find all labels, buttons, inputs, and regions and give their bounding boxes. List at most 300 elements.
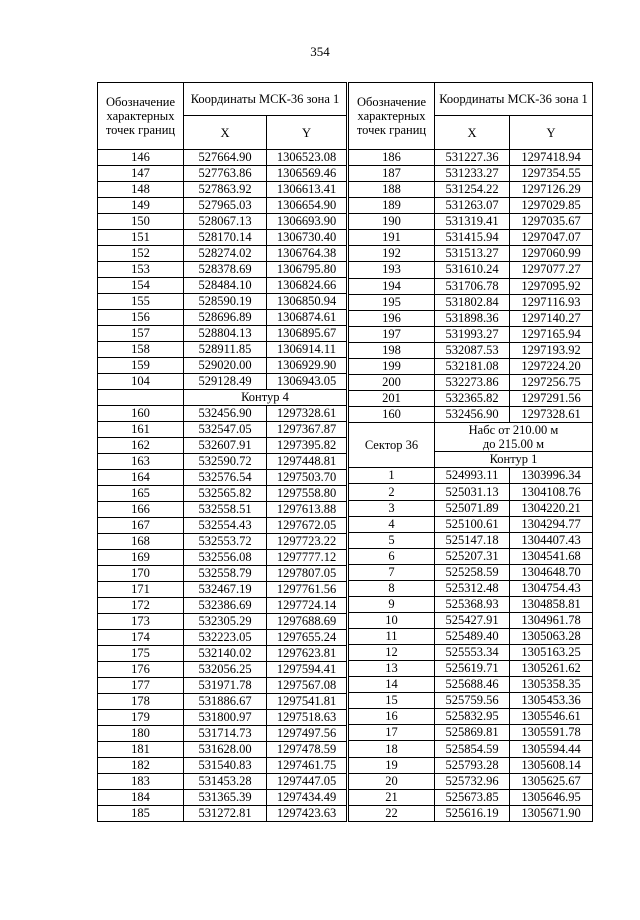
x-cell: 532556.08: [184, 550, 267, 566]
point-id-cell: 193: [349, 262, 435, 278]
y-cell: 1297224.20: [510, 358, 593, 374]
point-id-cell: 4: [349, 516, 435, 532]
table-row: [98, 470, 347, 486]
x-cell: 532467.19: [184, 582, 267, 598]
x-cell: 524993.11: [435, 468, 510, 484]
y-cell: 1305594.44: [510, 741, 593, 757]
table-row: [349, 484, 593, 500]
y-cell: 1306730.40: [267, 230, 347, 246]
point-id-cell: 170: [98, 566, 184, 582]
x-cell: 532386.69: [184, 598, 267, 614]
table-row: [349, 773, 593, 789]
table-row: [98, 230, 347, 246]
point-id-cell: 155: [98, 294, 184, 310]
y-cell: 1297672.05: [267, 518, 347, 534]
x-cell: 532547.05: [184, 422, 267, 438]
y-cell: 1297291.56: [510, 390, 593, 406]
x-cell: 532558.51: [184, 502, 267, 518]
point-id-cell: 168: [98, 534, 184, 550]
y-cell: 1297047.07: [510, 230, 593, 246]
y-cell: 1297140.27: [510, 310, 593, 326]
y-cell: 1304961.78: [510, 612, 593, 628]
point-id-cell: 198: [349, 342, 435, 358]
point-id-cell: 150: [98, 214, 184, 230]
contour-row: [98, 390, 347, 406]
x-cell: 531971.78: [184, 678, 267, 694]
point-id-cell: 18: [349, 741, 435, 757]
table-row: [98, 246, 347, 262]
point-id-cell: 147: [98, 166, 184, 182]
point-id-cell: 16: [349, 709, 435, 725]
table-row: [349, 374, 593, 390]
point-id-cell: 3: [349, 500, 435, 516]
table-row: [349, 166, 593, 182]
x-cell: 525793.28: [435, 757, 510, 773]
coordinates-header: Координаты МСК-36 зона 1: [435, 83, 593, 116]
x-cell: 532553.72: [184, 534, 267, 550]
x-cell: 532181.08: [435, 358, 510, 374]
y-cell: 1306795.80: [267, 262, 347, 278]
y-cell: 1297461.75: [267, 758, 347, 774]
x-cell: 531898.36: [435, 310, 510, 326]
point-id-cell: 180: [98, 726, 184, 742]
x-cell: 525616.19: [435, 805, 510, 821]
sector-range-line2: до 215.00 м: [482, 437, 545, 452]
point-id-cell: 22: [349, 805, 435, 821]
point-id-cell: 201: [349, 390, 435, 406]
point-id-cell: 20: [349, 773, 435, 789]
point-id-cell: 162: [98, 438, 184, 454]
x-cell: 532607.91: [184, 438, 267, 454]
y-cell: 1306613.41: [267, 182, 347, 198]
table-row: [98, 806, 347, 822]
y-cell: 1297354.55: [510, 166, 593, 182]
table-row: [98, 358, 347, 374]
y-cell: 1297613.88: [267, 502, 347, 518]
y-cell: 1305646.95: [510, 789, 593, 805]
table-row: [349, 294, 593, 310]
point-id-cell: 160: [98, 406, 184, 422]
point-id-cell: 153: [98, 262, 184, 278]
y-cell: 1297623.81: [267, 646, 347, 662]
table-row: [349, 500, 593, 516]
x-cell: 527965.03: [184, 198, 267, 214]
point-id-cell: 152: [98, 246, 184, 262]
y-cell: 1304858.81: [510, 596, 593, 612]
y-cell: 1305671.90: [510, 805, 593, 821]
table-row: [98, 214, 347, 230]
x-cell: 531233.27: [435, 166, 510, 182]
x-cell: 525207.31: [435, 548, 510, 564]
x-cell: 525489.40: [435, 629, 510, 645]
y-cell: 1306523.08: [267, 150, 347, 166]
y-cell: 1305163.25: [510, 645, 593, 661]
table-row: [349, 230, 593, 246]
y-cell: 1297448.81: [267, 454, 347, 470]
x-cell: 525869.81: [435, 725, 510, 741]
x-cell: 525673.85: [435, 789, 510, 805]
x-cell: 532365.82: [435, 390, 510, 406]
point-id-cell: 178: [98, 694, 184, 710]
table-row: [98, 630, 347, 646]
x-cell: 528911.85: [184, 342, 267, 358]
point-id-cell: 199: [349, 358, 435, 374]
y-cell: 1297518.63: [267, 710, 347, 726]
point-id-cell: 1: [349, 468, 435, 484]
point-id-cell: 169: [98, 550, 184, 566]
table-row: [349, 612, 593, 628]
point-id-cell: 11: [349, 629, 435, 645]
table-row: [349, 358, 593, 374]
point-id-cell: 196: [349, 310, 435, 326]
point-id-cell: 6: [349, 548, 435, 564]
table-row: [98, 598, 347, 614]
table-row: [98, 326, 347, 342]
point-id-cell: 160: [349, 407, 435, 423]
point-id-cell: 185: [98, 806, 184, 822]
point-id-cell: 195: [349, 294, 435, 310]
x-cell: 528590.19: [184, 294, 267, 310]
point-id-cell: 182: [98, 758, 184, 774]
x-cell: 525031.13: [435, 484, 510, 500]
x-cell: 531714.73: [184, 726, 267, 742]
x-cell: 525732.96: [435, 773, 510, 789]
point-id-cell: 156: [98, 310, 184, 326]
point-id-cell: 2: [349, 484, 435, 500]
y-cell: 1297567.08: [267, 678, 347, 694]
point-id-cell: 14: [349, 677, 435, 693]
table-row: [98, 742, 347, 758]
y-cell: 1306914.11: [267, 342, 347, 358]
table-row: [98, 166, 347, 182]
table-row: [349, 262, 593, 278]
table-row: [98, 726, 347, 742]
y-cell: 1305625.67: [510, 773, 593, 789]
y-cell: 1297688.69: [267, 614, 347, 630]
table-row: [98, 486, 347, 502]
y-cell: 1297165.94: [510, 326, 593, 342]
table-row: [349, 198, 593, 214]
table-row: [98, 182, 347, 198]
y-cell: 1305546.61: [510, 709, 593, 725]
table-row: [98, 374, 347, 390]
x-cell: 531263.07: [435, 198, 510, 214]
point-id-cell: 104: [98, 374, 184, 390]
y-cell: 1297116.93: [510, 294, 593, 310]
x-cell: 528696.89: [184, 310, 267, 326]
y-cell: 1297761.56: [267, 582, 347, 598]
y-cell: 1297723.22: [267, 534, 347, 550]
point-id-cell: 166: [98, 502, 184, 518]
table-row: [349, 390, 593, 406]
coordinates-header: Координаты МСК-36 зона 1: [184, 83, 347, 116]
y-cell: 1305608.14: [510, 757, 593, 773]
x-cell: 525312.48: [435, 580, 510, 596]
table-row: [349, 468, 593, 484]
x-cell: 531706.78: [435, 278, 510, 294]
point-id-cell: 151: [98, 230, 184, 246]
y-cell: 1303996.34: [510, 468, 593, 484]
x-cell: 531628.00: [184, 742, 267, 758]
y-cell: 1297029.85: [510, 198, 593, 214]
y-cell: 1304108.76: [510, 484, 593, 500]
sector-range: [435, 423, 593, 452]
point-id-cell: 19: [349, 757, 435, 773]
table-row: [349, 789, 593, 805]
y-cell: 1297447.05: [267, 774, 347, 790]
point-id-cell: 200: [349, 374, 435, 390]
point-id-cell: 21: [349, 789, 435, 805]
point-label-header: Обозначение характерных точек границ: [349, 83, 435, 150]
right-rows-b: [349, 468, 593, 822]
table-row: [349, 596, 593, 612]
y-cell: 1305063.28: [510, 629, 593, 645]
table-row: [349, 278, 593, 294]
x-cell: 532056.25: [184, 662, 267, 678]
point-id-cell: 15: [349, 693, 435, 709]
y-cell: 1306943.05: [267, 374, 347, 390]
point-id-cell: 190: [349, 214, 435, 230]
point-id-cell: 13: [349, 661, 435, 677]
table-row: [349, 182, 593, 198]
point-id-cell: 184: [98, 790, 184, 806]
x-cell: 525258.59: [435, 564, 510, 580]
table-row: [98, 662, 347, 678]
x-cell: 525071.89: [435, 500, 510, 516]
x-cell: 531802.84: [435, 294, 510, 310]
x-cell: 528804.13: [184, 326, 267, 342]
table-row: [98, 710, 347, 726]
x-cell: 531513.27: [435, 246, 510, 262]
x-cell: 531365.39: [184, 790, 267, 806]
table-row: [98, 694, 347, 710]
y-cell: 1297594.41: [267, 662, 347, 678]
y-cell: 1297328.61: [267, 406, 347, 422]
x-cell: 532456.90: [184, 406, 267, 422]
y-cell: 1297423.63: [267, 806, 347, 822]
table-row: [349, 246, 593, 262]
point-id-cell: 159: [98, 358, 184, 374]
x-cell: 525553.34: [435, 645, 510, 661]
table-row: [349, 214, 593, 230]
table-row: [98, 502, 347, 518]
y-cell: 1306654.90: [267, 198, 347, 214]
x-cell: 527863.92: [184, 182, 267, 198]
table-row: [98, 614, 347, 630]
y-cell: 1297328.61: [510, 407, 593, 423]
contour-label: Контур 1: [435, 452, 593, 468]
point-id-cell: 187: [349, 166, 435, 182]
x-cell: 532456.90: [435, 407, 510, 423]
x-cell: 531319.41: [435, 214, 510, 230]
y-cell: 1297541.81: [267, 694, 347, 710]
table-row: [98, 438, 347, 454]
y-cell: 1305261.62: [510, 661, 593, 677]
table-row: [349, 548, 593, 564]
x-cell: 528170.14: [184, 230, 267, 246]
table-row: [349, 564, 593, 580]
point-id-cell: 197: [349, 326, 435, 342]
sector-name: Сектор 36: [349, 423, 435, 468]
point-id-cell: 149: [98, 198, 184, 214]
x-cell: 532558.79: [184, 566, 267, 582]
table-row: [98, 678, 347, 694]
y-cell: 1304541.68: [510, 548, 593, 564]
x-cell: 525688.46: [435, 677, 510, 693]
y-cell: 1297077.27: [510, 262, 593, 278]
y-cell: 1297193.92: [510, 342, 593, 358]
point-label-header: Обозначение характерных точек границ: [98, 83, 184, 150]
table-row: [349, 326, 593, 342]
x-cell: 525100.61: [435, 516, 510, 532]
y-cell: 1297095.92: [510, 278, 593, 294]
y-cell: 1297503.70: [267, 470, 347, 486]
table-row: [98, 310, 347, 326]
x-cell: 531610.24: [435, 262, 510, 278]
point-id-cell: 154: [98, 278, 184, 294]
contour-label: Контур 4: [184, 390, 347, 406]
table-row: [349, 342, 593, 358]
table-row: [98, 262, 347, 278]
y-cell: 1304754.43: [510, 580, 593, 596]
table-row: [349, 677, 593, 693]
x-cell: 531886.67: [184, 694, 267, 710]
point-id-cell: 10: [349, 612, 435, 628]
table-row: [349, 709, 593, 725]
y-cell: 1297060.99: [510, 246, 593, 262]
table-row: [98, 774, 347, 790]
coordinates-tables: [97, 82, 593, 822]
x-cell: 531993.27: [435, 326, 510, 342]
point-id-cell: 189: [349, 198, 435, 214]
point-id-cell: 12: [349, 645, 435, 661]
table-row: [349, 805, 593, 821]
x-cell: 532305.29: [184, 614, 267, 630]
table-row: [349, 580, 593, 596]
y-cell: 1297478.59: [267, 742, 347, 758]
x-cell: 531540.83: [184, 758, 267, 774]
x-cell: 525427.91: [435, 612, 510, 628]
table-row: [98, 790, 347, 806]
y-cell: 1297035.67: [510, 214, 593, 230]
y-cell: 1297395.82: [267, 438, 347, 454]
y-cell: 1306929.90: [267, 358, 347, 374]
table-row: [98, 406, 347, 422]
x-cell: 528378.69: [184, 262, 267, 278]
table-row: [98, 278, 347, 294]
point-id-cell: 5: [349, 532, 435, 548]
y-cell: 1304407.43: [510, 532, 593, 548]
y-cell: 1306850.94: [267, 294, 347, 310]
table-row: [349, 532, 593, 548]
point-id-cell: 158: [98, 342, 184, 358]
x-cell: 529020.00: [184, 358, 267, 374]
x-cell: 532565.82: [184, 486, 267, 502]
table-row: [98, 454, 347, 470]
y-cell: 1297807.05: [267, 566, 347, 582]
x-cell: 528274.02: [184, 246, 267, 262]
table-row: [98, 198, 347, 214]
contour-label-spacer: [98, 390, 184, 406]
y-cell: 1297724.14: [267, 598, 347, 614]
y-cell: 1306874.61: [267, 310, 347, 326]
table-row: [98, 150, 347, 166]
point-id-cell: 148: [98, 182, 184, 198]
point-id-cell: 7: [349, 564, 435, 580]
x-cell: 528067.13: [184, 214, 267, 230]
point-id-cell: 161: [98, 422, 184, 438]
point-id-cell: 163: [98, 454, 184, 470]
point-id-cell: 172: [98, 598, 184, 614]
right-coordinates-table: [348, 82, 593, 822]
x-cell: 532223.05: [184, 630, 267, 646]
x-cell: 525854.59: [435, 741, 510, 757]
y-cell: 1304220.21: [510, 500, 593, 516]
x-cell: 531254.22: [435, 182, 510, 198]
point-id-cell: 183: [98, 774, 184, 790]
table-row: [98, 518, 347, 534]
y-cell: 1304294.77: [510, 516, 593, 532]
y-cell: 1297367.87: [267, 422, 347, 438]
x-cell: 531415.94: [435, 230, 510, 246]
sector-range-line1: Набс от 210.00 м: [468, 423, 559, 438]
right-rows-a: [349, 150, 593, 423]
table-row: [349, 661, 593, 677]
table-row: [349, 150, 593, 166]
point-id-cell: 9: [349, 596, 435, 612]
point-id-cell: 188: [349, 182, 435, 198]
y-cell: 1306895.67: [267, 326, 347, 342]
y-cell: 1297434.49: [267, 790, 347, 806]
x-cell: 525147.18: [435, 532, 510, 548]
table-row: [98, 566, 347, 582]
y-cell: 1305358.35: [510, 677, 593, 693]
table-row: [98, 758, 347, 774]
y-cell: 1306569.46: [267, 166, 347, 182]
table-row: [349, 741, 593, 757]
table-row: [349, 757, 593, 773]
y-cell: 1297655.24: [267, 630, 347, 646]
left-rows-b: [98, 406, 347, 822]
point-id-cell: 175: [98, 646, 184, 662]
table-row: [349, 693, 593, 709]
y-cell: 1297256.75: [510, 374, 593, 390]
y-cell: 1305453.36: [510, 693, 593, 709]
y-cell: 1305591.78: [510, 725, 593, 741]
x-cell: 527664.90: [184, 150, 267, 166]
x-cell: 532273.86: [435, 374, 510, 390]
point-id-cell: 194: [349, 278, 435, 294]
point-id-cell: 179: [98, 710, 184, 726]
x-cell: 528484.10: [184, 278, 267, 294]
table-row: [349, 725, 593, 741]
y-cell: 1297418.94: [510, 150, 593, 166]
point-id-cell: 191: [349, 230, 435, 246]
x-cell: 531272.81: [184, 806, 267, 822]
x-cell: 525759.56: [435, 693, 510, 709]
x-cell: 531453.28: [184, 774, 267, 790]
point-id-cell: 186: [349, 150, 435, 166]
y-cell: 1297777.12: [267, 550, 347, 566]
x-cell: 525619.71: [435, 661, 510, 677]
point-id-cell: 8: [349, 580, 435, 596]
x-header: X: [435, 116, 510, 150]
table-row: [349, 629, 593, 645]
sector-row: [349, 423, 593, 452]
y-cell: 1297126.29: [510, 182, 593, 198]
table-row: [349, 310, 593, 326]
y-header: Y: [510, 116, 593, 150]
